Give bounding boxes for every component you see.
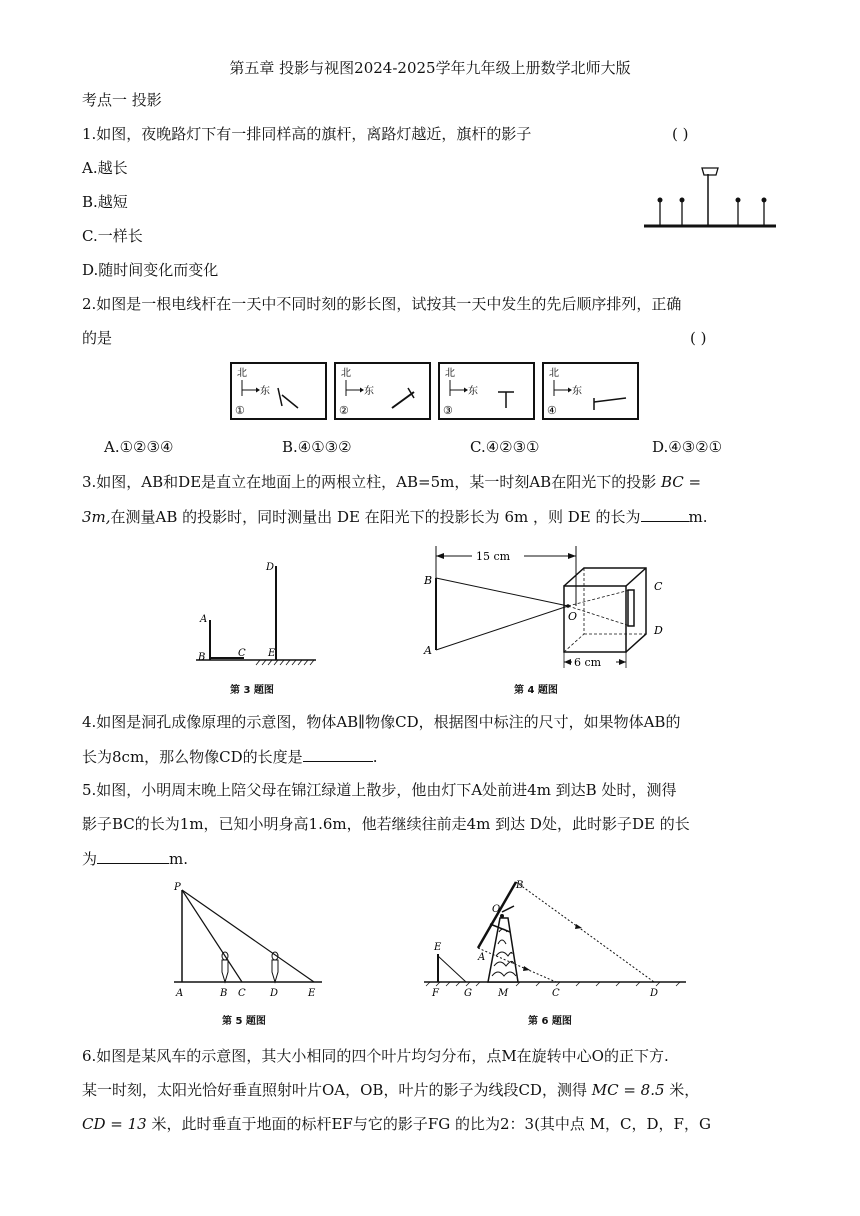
q6-line3 (82, 1114, 711, 1134)
q2-box2-north: 北 (341, 368, 351, 379)
q2-stem-line2: 的是 (82, 329, 113, 347)
q1-stem: 1.如图，夜晚路灯下有一排同样高的旗杆，离路灯越近，旗杆的影子 (82, 125, 532, 143)
q1-answer-paren: ( ) (672, 125, 689, 143)
page-title: 第五章 投影与视图2024-2025学年九年级上册数学北师大版 (229, 59, 631, 77)
fig3-label-c: C (238, 648, 246, 659)
q2-box-1 (231, 363, 326, 419)
fig3-label-a: A (200, 614, 208, 625)
q2-box4-num: ④ (547, 404, 557, 417)
fig6-label-b: B (516, 880, 524, 891)
q4-end: . (372, 748, 378, 766)
q2-box-2 (335, 363, 430, 419)
fig3-label-e: E (268, 648, 276, 659)
fig5-label-d: D (270, 988, 279, 999)
q3-line2-text: 在测量AB 的投影时，同时测量出 DE 在阳光下的投影长为 6m ，则 DE 的长为 (110, 508, 641, 526)
q5-line2: 影子BC的长为1m，已知小明身高1.6m，他若继续往前走4m 到达 D处，此时影子DE 的长 (82, 815, 690, 833)
q2-figure (230, 362, 640, 424)
q2-option-c[interactable]: C.④②③① (470, 438, 540, 456)
q2-answer-paren: ( ) (690, 329, 707, 347)
q2-box3-north: 北 (445, 368, 455, 379)
fig6-label-f: F (432, 988, 439, 999)
q5-answer-blank[interactable] (97, 848, 169, 864)
fig4-top-dim: 15 cm (476, 550, 511, 563)
fig5-label-a: A (176, 988, 184, 999)
fig4 (420, 542, 670, 672)
fig4-label-a: A (424, 644, 432, 657)
section-label: 考点一 投影 (82, 91, 162, 109)
fig6-label-c: C (552, 988, 560, 999)
q2-option-a[interactable]: A.①②③④ (104, 438, 174, 456)
fig5 (168, 876, 328, 1006)
q4-line2-text: 长为8cm，那么物像CD的长度是 (82, 748, 303, 766)
fig6-label-e: E (434, 942, 442, 953)
q6-line2-text-a: 某一时刻，太阳光恰好垂直照射叶片OA，OB，叶片的影子为线段CD，测得 (82, 1081, 592, 1099)
fig6-label-g: G (464, 988, 472, 999)
q2-box4-east: 东 (572, 386, 582, 397)
fig3 (190, 556, 320, 666)
q1-option-d[interactable]: D.随时间变化而变化 (82, 261, 219, 279)
fig3-caption: 第 3 题图 (230, 685, 274, 696)
fig5-label-c: C (238, 988, 246, 999)
q5-line1: 5.如图，小明周末晚上陪父母在锦江绿道上散步，他由灯下A处前进4m 到达B 处时，测得 (82, 781, 677, 799)
fig5-label-e: E (308, 988, 316, 999)
q6-line2 (82, 1080, 699, 1100)
fig3-label-d: D (266, 562, 275, 573)
q1-option-a[interactable]: A.越长 (82, 159, 128, 177)
q6-math-cd: CD = 13 (82, 1115, 147, 1133)
q2-box1-num: ① (235, 404, 245, 417)
fig3-label-b: B (198, 652, 206, 663)
q2-box-3 (439, 363, 534, 419)
q4-answer-blank[interactable] (303, 746, 373, 762)
q2-option-d[interactable]: D.④③②① (652, 438, 723, 456)
fig6 (420, 876, 690, 1006)
fig5-label-p: P (174, 882, 181, 893)
fig6-label-o: O (492, 904, 501, 915)
q6-line1: 6.如图是某风车的示意图，其大小相同的四个叶片均匀分布，点M在旋转中心O的正下方. (82, 1047, 669, 1065)
fig4-caption: 第 4 题图 (514, 685, 558, 696)
fig4-label-c: C (654, 580, 663, 593)
fig4-bottom-dim: 6 cm (574, 656, 602, 669)
q3-line1-text: 3.如图，AB和DE是直立在地面上的两根立柱，AB=5m，某一时刻AB在阳光下的投影 (82, 473, 661, 491)
q2-box2-num: ② (339, 404, 349, 417)
q5-line3 (82, 848, 188, 869)
q2-box1-north: 北 (237, 368, 247, 379)
q3-math-3m: 3m, (82, 508, 111, 526)
fig6-label-a: A (478, 952, 486, 963)
q6-line3-text: 米，此时垂直于地面的标杆EF与它的影子FG 的比为2：3(其中点 M，C，D，F，G (146, 1115, 711, 1133)
q1-option-c[interactable]: C.一样长 (82, 227, 143, 245)
fig5-caption: 第 5 题图 (222, 1016, 266, 1027)
q6-line2-text-b: 米， (664, 1081, 700, 1099)
q5-line3-text: 为 (82, 850, 98, 868)
fig6-caption: 第 6 题图 (528, 1016, 572, 1027)
fig5-label-b: B (220, 988, 228, 999)
q2-stem-line1: 2.如图是一根电线杆在一天中不同时刻的影长图，试按其一天中发生的先后顺序排列，正确 (82, 295, 682, 313)
q2-option-b[interactable]: B.④①③② (282, 438, 352, 456)
q5-unit: m. (169, 850, 189, 868)
q4-line2 (82, 746, 377, 767)
q6-math-mc: MC = 8.5 (591, 1081, 665, 1099)
q2-box3-num: ③ (443, 404, 453, 417)
fig6-label-d: D (650, 988, 659, 999)
q3-line2 (82, 506, 708, 527)
fig4-label-d: D (654, 624, 663, 637)
fig4-label-b: B (424, 574, 433, 587)
q1-figure (640, 160, 780, 235)
q2-box3-east: 东 (468, 386, 478, 397)
q2-box1-east: 东 (260, 386, 270, 397)
q3-math-bc: BC = (660, 473, 702, 491)
q2-box4-north: 北 (549, 368, 559, 379)
q2-box-4 (543, 363, 638, 419)
q4-line1: 4.如图是洞孔成像原理的示意图，物体AB∥物像CD，根据图中标注的尺寸，如果物体AB的 (82, 713, 681, 731)
fig6-label-m: M (498, 988, 509, 999)
q3-answer-blank[interactable] (641, 506, 689, 522)
q2-box2-east: 东 (364, 386, 374, 397)
q3-line1 (82, 472, 701, 492)
fig4-label-o: O (568, 610, 578, 623)
q1-option-b[interactable]: B.越短 (82, 193, 128, 211)
q3-unit: m. (688, 508, 708, 526)
